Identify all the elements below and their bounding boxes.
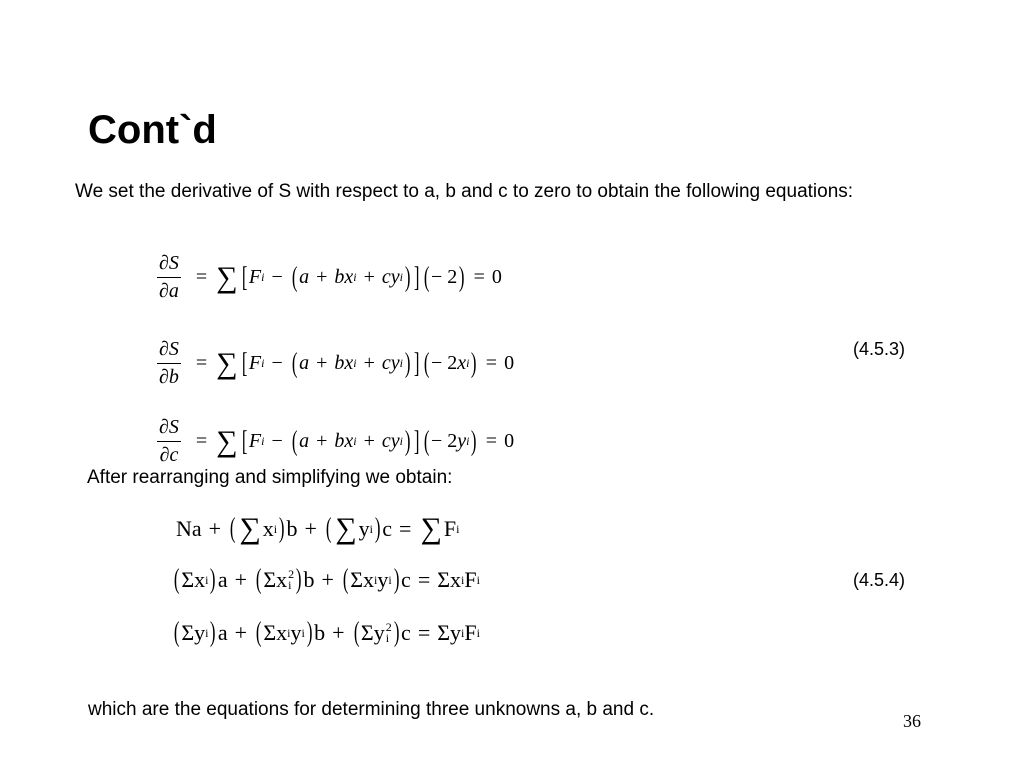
normal-equation-3: ( Σy i ) a + ( Σx i y i ) b + ( Σy 2 i ) c = Σy i F i bbox=[173, 617, 480, 648]
equation-dc: $\frac{\partial S}{\partial c}$ = ∑ [ F i − ( a + bx i + cy i ) ] ( − 2y i ) = 0 bbox=[159, 416, 515, 466]
equation-da: $\frac{\partial S}{\partial a}$ = ∑ [ F i − ( a + bx i + cy i ) ] ( − 2 ) = 0 bbox=[159, 252, 502, 302]
middle-text: After rearranging and simplifying we obtain: bbox=[87, 467, 453, 488]
slide-title: Cont`d bbox=[88, 108, 217, 152]
equation-label-453: (4.5.3) bbox=[853, 339, 906, 359]
equation-db: $\frac{\partial S}{\partial b}$ = ∑ [ F i − ( a + bx i + cy i ) ] ( − 2x i ) = 0 bbox=[159, 338, 515, 388]
conclusion-text: which are the equations for determining three unknowns a, b and c. bbox=[88, 699, 655, 720]
intro-text: We set the derivative of S with respect to a, b and c to zero to obtain the following equations: bbox=[75, 181, 854, 202]
equation-label-454: (4.5.4) bbox=[853, 570, 906, 590]
page-number: 36 bbox=[903, 711, 921, 731]
normal-equation-2: ( Σx i ) a + ( Σx 2 i ) b + ( Σx i y i ) c = Σx i F i bbox=[173, 564, 480, 595]
normal-equation-1: Na + ( ∑ x i ) b + ( ∑ y i ) c = ∑ F i bbox=[176, 512, 460, 545]
